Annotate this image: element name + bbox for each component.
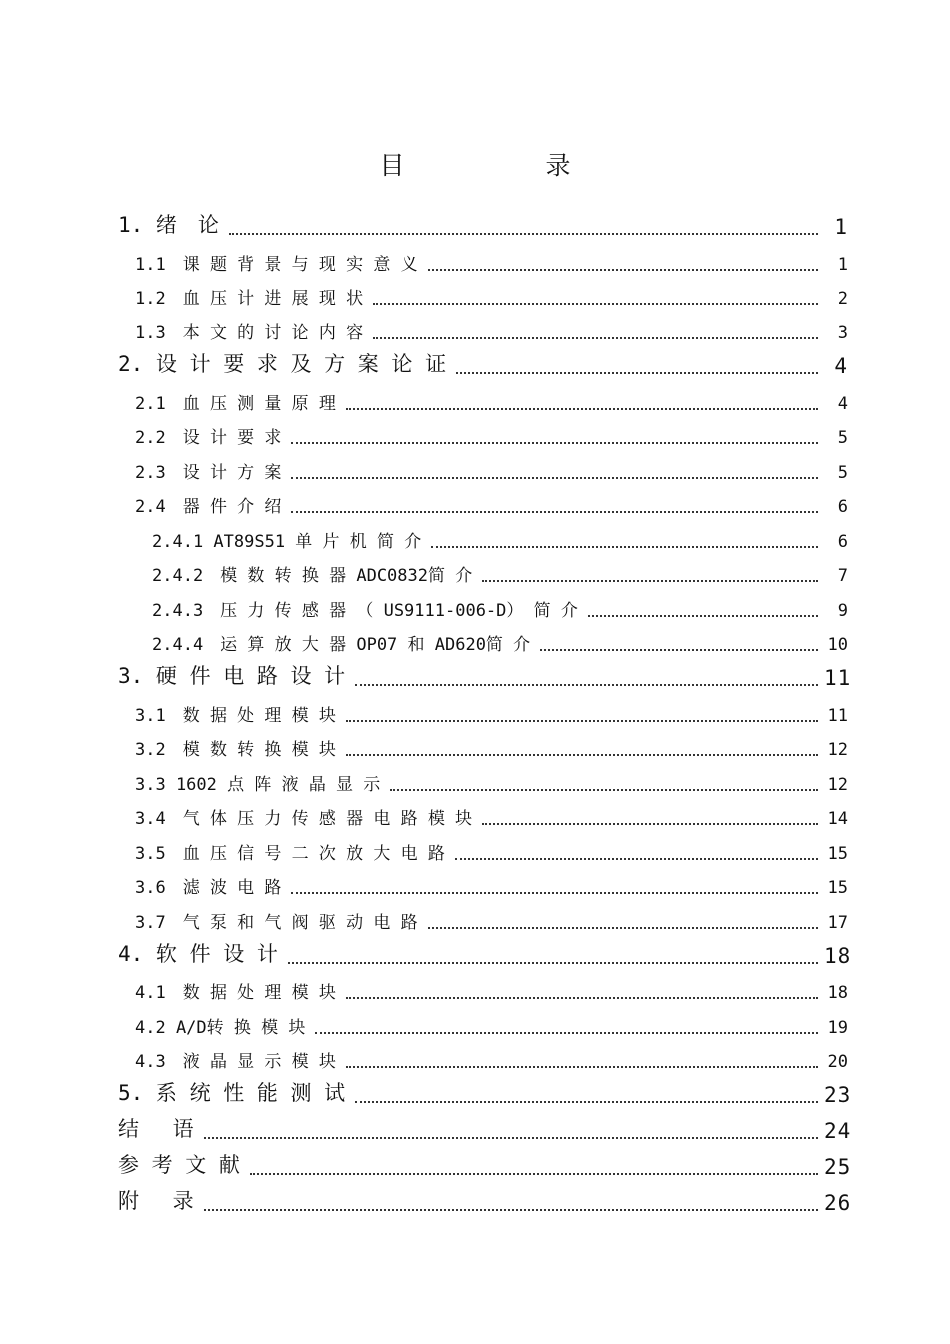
toc-entry-label: 2.2 设 计 要 求 (135, 428, 282, 448)
dot-leader (346, 753, 818, 756)
toc-entry[interactable] (135, 313, 848, 343)
toc-entry[interactable] (135, 903, 848, 933)
toc-entry[interactable] (135, 834, 848, 864)
toc-entry-page: 14 (827, 809, 848, 829)
toc-entry-page: 1 (834, 215, 848, 239)
toc-entry-page: 11 (824, 666, 852, 690)
toc-entry[interactable] (135, 765, 848, 795)
toc-entry-label: 4. 软 件 设 计 (118, 942, 278, 966)
toc-entry[interactable] (118, 1185, 852, 1215)
dot-leader (291, 441, 818, 444)
toc-entry-label: 2.4.2 模 数 转 换 器 ADC0832简 介 (152, 566, 473, 586)
toc-entry[interactable] (135, 384, 848, 414)
toc-entry-page: 20 (827, 1052, 848, 1072)
toc-entry-page: 3 (837, 323, 848, 343)
toc-entry[interactable] (135, 453, 848, 483)
dot-leader (229, 232, 818, 235)
toc-entry[interactable] (135, 730, 848, 760)
dot-leader (373, 302, 818, 305)
toc-entry[interactable] (135, 799, 848, 829)
toc-entry-label: 1. 绪 论 (118, 213, 219, 237)
toc-entry-page: 12 (827, 775, 848, 795)
dot-leader (355, 1100, 818, 1103)
dot-leader (390, 788, 818, 791)
toc-entry-page: 9 (837, 601, 848, 621)
dot-leader (355, 683, 818, 686)
toc-entry-page: 17 (827, 913, 848, 933)
dot-leader (204, 1136, 818, 1139)
toc-entry[interactable] (135, 487, 848, 517)
toc-entry[interactable] (152, 591, 848, 621)
toc-entry-page: 2 (837, 289, 848, 309)
toc-entry-label: 3.3 1602 点 阵 液 晶 显 示 (135, 775, 381, 795)
toc-entry[interactable] (152, 522, 848, 552)
toc-entry[interactable] (135, 973, 848, 1003)
toc-entry[interactable] (118, 660, 852, 690)
dot-leader (346, 719, 818, 722)
toc-entry[interactable] (118, 209, 848, 239)
toc-entry-page: 18 (827, 983, 848, 1003)
toc-entry[interactable] (152, 625, 848, 655)
toc-entry-label: 3.5 血 压 信 号 二 次 放 大 电 路 (135, 844, 445, 864)
toc-entry[interactable] (118, 1149, 852, 1179)
toc-entry-label: 2.4.1 AT89S51 单 片 机 简 介 (152, 532, 422, 552)
toc-entry[interactable] (135, 868, 848, 898)
toc-entry-label: 2.3 设 计 方 案 (135, 463, 282, 483)
dot-leader (315, 1031, 818, 1034)
dot-leader (288, 961, 818, 964)
toc-entry[interactable] (135, 696, 848, 726)
dot-leader (588, 614, 818, 617)
toc-entry-page: 25 (824, 1155, 852, 1179)
toc-entry-page: 4 (834, 354, 848, 378)
toc-entry-page: 7 (837, 566, 848, 586)
toc-entry-label: 3.1 数 据 处 理 模 块 (135, 706, 336, 726)
toc-entry-label: 2.4 器 件 介 绍 (135, 497, 282, 517)
toc-entry-page: 18 (824, 944, 852, 968)
dot-leader (291, 510, 818, 513)
toc-entry[interactable] (135, 279, 848, 309)
toc-entry-label: 2.4.3 压 力 传 感 器 （ US9111-006-D） 简 介 (152, 601, 578, 621)
toc-entry[interactable] (135, 245, 848, 275)
toc-entry-label: 3. 硬 件 电 路 设 计 (118, 664, 346, 688)
dot-leader (456, 371, 818, 374)
toc-entry[interactable] (152, 556, 848, 586)
dot-leader (540, 648, 818, 651)
toc-entry-label: 3.6 滤 波 电 路 (135, 878, 282, 898)
dot-leader (428, 926, 818, 929)
toc-entry-label: 4.3 液 晶 显 示 模 块 (135, 1052, 336, 1072)
toc-entry-label: 3.2 模 数 转 换 模 块 (135, 740, 336, 760)
dot-leader (455, 857, 818, 860)
toc-entry-label: 1.3 本 文 的 讨 论 内 容 (135, 323, 364, 343)
toc-entry-label: 2.4.4 运 算 放 大 器 OP07 和 AD620简 介 (152, 635, 531, 655)
toc-entry[interactable] (135, 418, 848, 448)
toc-entry-label: 5. 系 统 性 能 测 试 (118, 1081, 346, 1105)
toc-entry-page: 11 (827, 706, 848, 726)
toc-entry-page: 10 (827, 635, 848, 655)
toc-entry-label: 1.1 课 题 背 景 与 现 实 意 义 (135, 255, 418, 275)
toc-entry-label: 2. 设 计 要 求 及 方 案 论 证 (118, 352, 447, 376)
dot-leader (428, 268, 818, 271)
toc-entry-label: 1.2 血 压 计 进 展 现 状 (135, 289, 364, 309)
page-title: 目 录 (379, 151, 629, 180)
toc-entry-page: 26 (824, 1191, 852, 1215)
toc-entry[interactable] (118, 348, 848, 378)
toc-entry[interactable] (118, 1113, 852, 1143)
dot-leader (346, 996, 818, 999)
toc-entry-page: 1 (837, 255, 848, 275)
toc-entry-page: 15 (827, 844, 848, 864)
toc-entry-label: 结 语 (118, 1117, 194, 1141)
toc-entry-label: 附 录 (118, 1189, 194, 1213)
dot-leader (346, 407, 818, 410)
toc-entry-page: 12 (827, 740, 848, 760)
dot-leader (431, 545, 818, 548)
toc-entry-label: 4.1 数 据 处 理 模 块 (135, 983, 336, 1003)
toc-entry-page: 19 (827, 1018, 848, 1038)
toc-entry-label: 参 考 文 献 (118, 1153, 240, 1177)
dot-leader (373, 336, 818, 339)
dot-leader (204, 1208, 818, 1211)
toc-entry-label: 2.1 血 压 测 量 原 理 (135, 394, 336, 414)
toc-entry-page: 5 (837, 463, 848, 483)
toc-entry-label: 3.4 气 体 压 力 传 感 器 电 路 模 块 (135, 809, 473, 829)
dot-leader (346, 1065, 818, 1068)
toc-entry[interactable] (135, 1008, 848, 1038)
toc-entry[interactable] (118, 1077, 852, 1107)
toc-entry-page: 6 (837, 532, 848, 552)
dot-leader (482, 579, 818, 582)
toc-entry-page: 23 (824, 1083, 852, 1107)
toc-entry-label: 4.2 A/D转 换 模 块 (135, 1018, 306, 1038)
dot-leader (482, 822, 818, 825)
dot-leader (250, 1172, 818, 1175)
toc-entry-page: 6 (837, 497, 848, 517)
toc-entry-page: 24 (824, 1119, 852, 1143)
dot-leader (291, 476, 818, 479)
toc-entry-page: 4 (837, 394, 848, 414)
toc-entry-page: 15 (827, 878, 848, 898)
dot-leader (291, 891, 818, 894)
toc-entry-page: 5 (837, 428, 848, 448)
toc-entry[interactable] (135, 1042, 848, 1072)
toc-entry-label: 3.7 气 泵 和 气 阀 驱 动 电 路 (135, 913, 418, 933)
toc-entry[interactable] (118, 938, 852, 968)
